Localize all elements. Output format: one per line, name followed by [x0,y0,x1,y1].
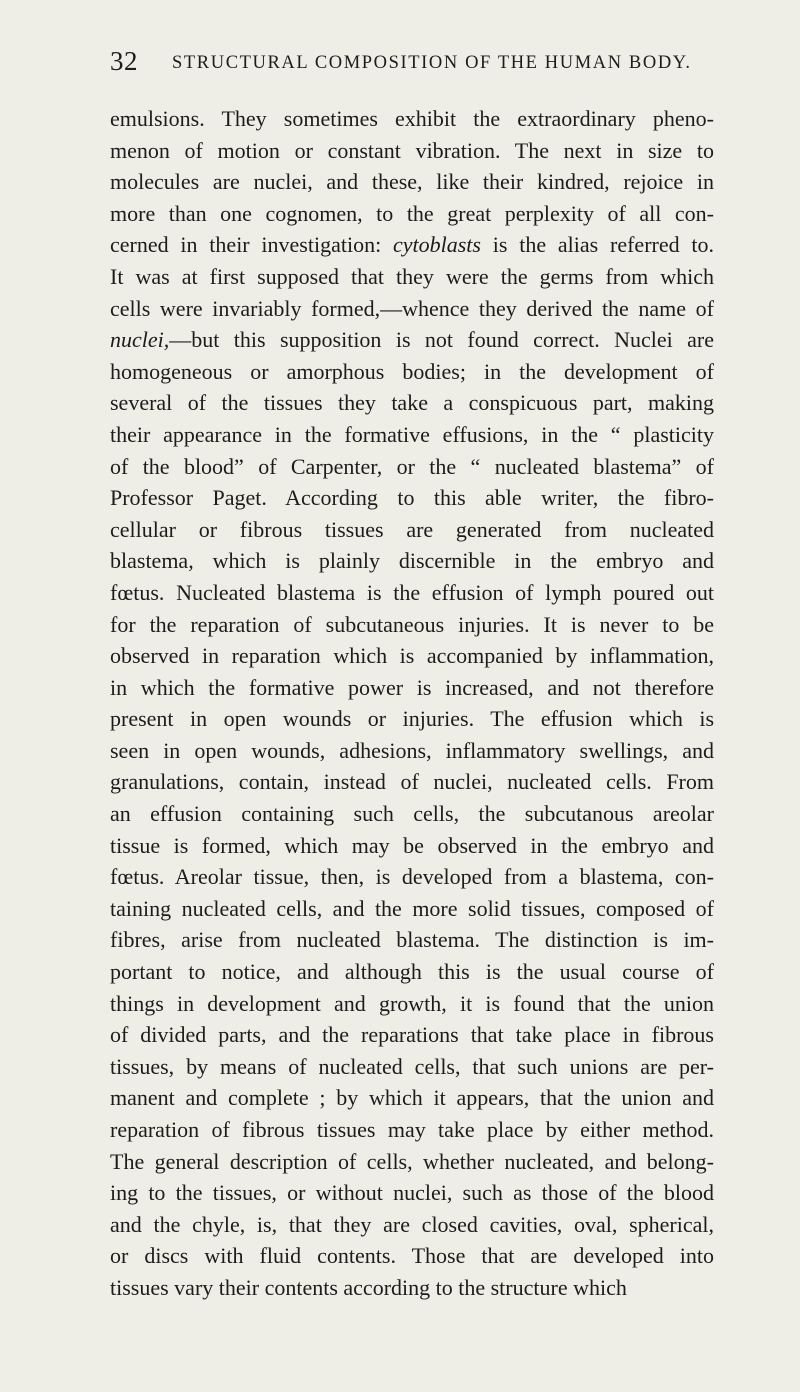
text-line: tissue is formed, which may be observed in the embryo and [110,832,714,858]
text-line: homogeneous or amorphous bodies; in the development of [110,358,714,384]
text-line: for the reparation of subcutaneous injuries. It is never to be [110,611,714,637]
body-text [110,103,714,1304]
text-line: blastema, which is plainly discernible in the embryo and [110,548,714,574]
running-head: STRUCTURAL COMPOSITION OF THE HUMAN BODY. [172,53,692,73]
text-line [110,324,714,356]
text-line: It was at first supposed that they were the germs from which [110,263,714,289]
text-line: things in development and growth, it is found that the union [110,990,714,1016]
page-number: 32 [110,46,138,76]
page-header [110,46,800,86]
text-line: tissues, by means of nucleated cells, that such unions are per- [110,1053,714,1079]
text-line: menon of motion or constant vibration. The next in size to [110,137,714,163]
italic-term: nuclei, [110,327,170,353]
text-line: manent and complete ; by which it appears, that the union and [110,1085,714,1111]
text-segment: is the alias referred to. [492,232,715,258]
text-line: in which the formative power is increased, and not therefore [110,674,714,700]
text-line: present in open wounds or injuries. The effusion which is [110,706,714,732]
text-line: more than one cognomen, to the great perplexity of all con- [110,200,714,226]
text-line: an effusion containing such cells, the subcutanous areolar [110,801,714,827]
text-line: of divided parts, and the reparations that take place in fibrous [110,1022,714,1048]
text-line: of the blood” of Carpenter, or the “ nucleated blastema” of [110,453,714,479]
text-line: or discs with fluid contents. Those that are developed into [110,1243,714,1269]
text-line: fœtus. Nucleated blastema is the effusion of lymph poured out [110,579,714,605]
text-line: their appearance in the formative effusions, in the “ plasticity [110,421,714,447]
text-line: ing to the tissues, or without nuclei, such as those of the blood [110,1180,714,1206]
text-line: observed in reparation which is accompanied by inflammation, [110,643,714,669]
text-line: cellular or fibrous tissues are generated from nucleated [110,516,714,542]
text-segment: —but this supposition is not found correct. Nuclei are [169,327,714,353]
text-line: molecules are nuclei, and these, like their kindred, rejoice in [110,169,714,195]
text-line: fœtus. Areolar tissue, then, is developed from a blastema, con- [110,864,714,890]
text-line: granulations, contain, instead of nuclei, nucleated cells. From [110,769,714,795]
text-line: portant to notice, and although this is the usual course of [110,959,714,985]
text-line: The general description of cells, whether nucleated, and belong- [110,1148,714,1174]
text-line: seen in open wounds, adhesions, inflammatory swellings, and [110,737,714,763]
text-line: taining nucleated cells, and the more solid tissues, composed of [110,895,714,921]
text-line: cells were invariably formed,—whence they derived the name of [110,295,714,321]
text-line: tissues vary their contents according to the structure which [110,1274,627,1300]
text-line [110,229,714,261]
text-line: Professor Paget. According to this able writer, the fibro- [110,485,714,511]
italic-term: cytoblasts [392,232,481,258]
text-line: reparation of fibrous tissues may take place by either method. [110,1117,714,1142]
text-line: fibres, arise from nucleated blastema. The distinction is im- [110,927,714,953]
text-segment: cerned in their investigation: [110,232,382,258]
text-line: emulsions. They sometimes exhibit the extraordinary pheno- [110,106,714,131]
text-line: several of the tissues they take a conspicuous part, making [110,390,714,416]
text-line: and the chyle, is, that they are closed cavities, oval, spherical, [110,1211,714,1237]
